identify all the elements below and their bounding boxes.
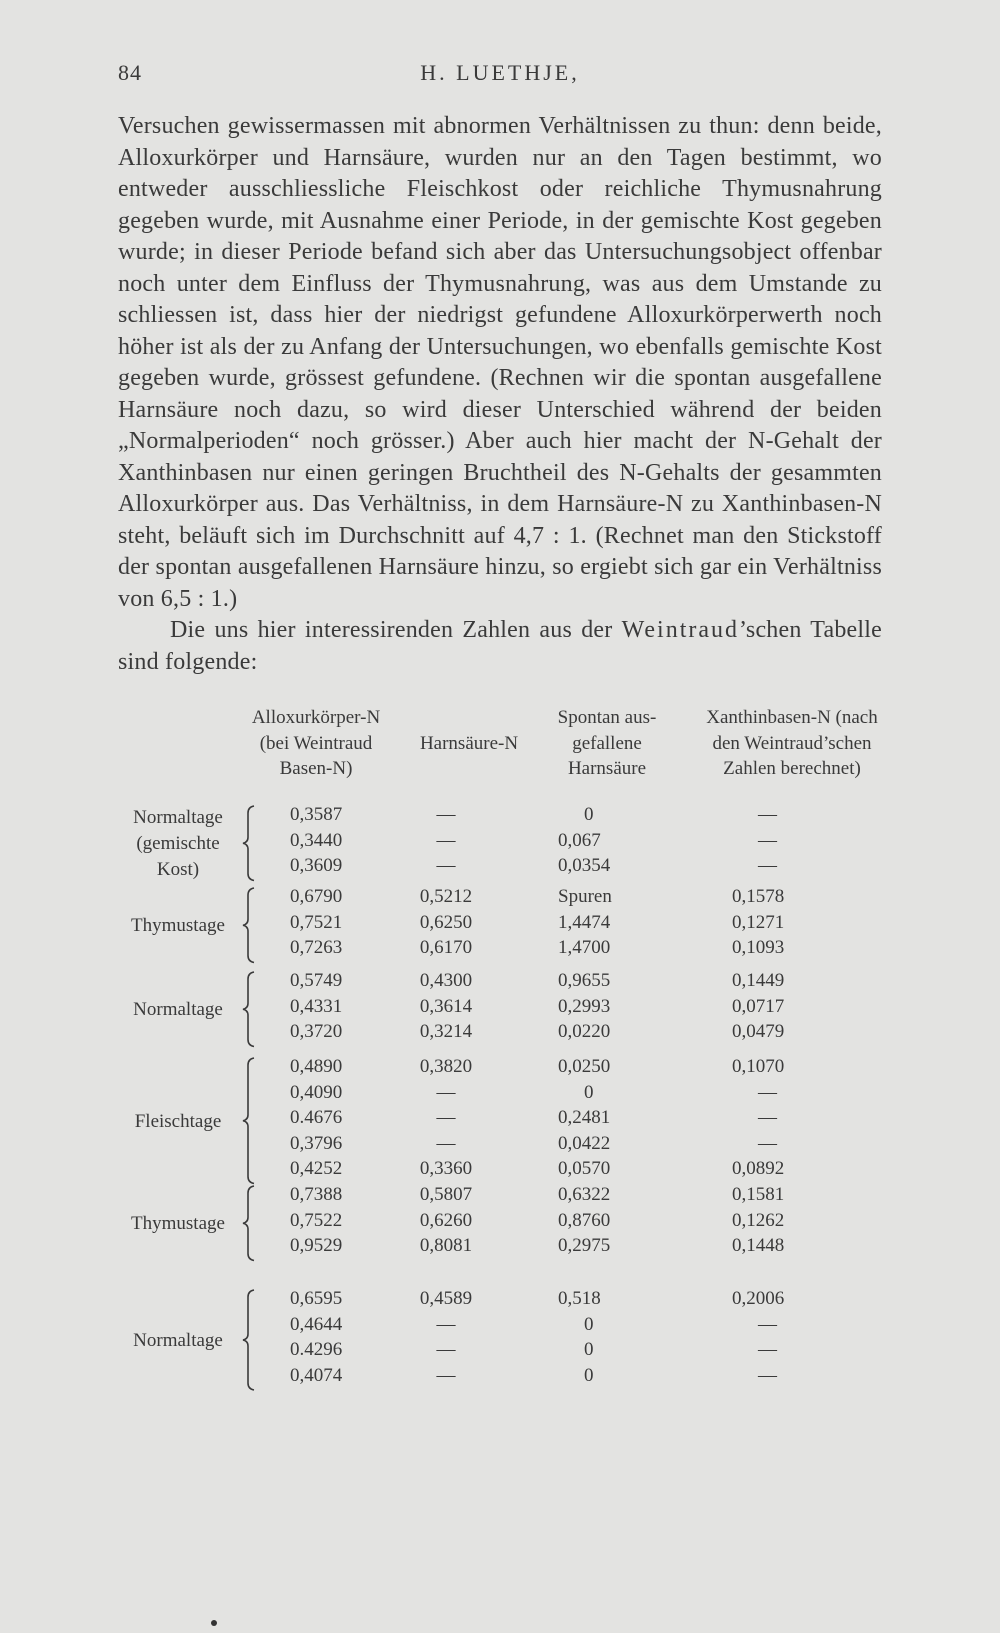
page-header bbox=[118, 60, 882, 92]
cell-alloxurkoerper: 0,7263 bbox=[290, 937, 343, 958]
header-xanthinbasen bbox=[682, 705, 902, 782]
cell-harnsaeure: — bbox=[436, 1107, 456, 1128]
cell-alloxurkoerper: 0,3440 bbox=[290, 829, 343, 851]
cell-alloxurkoerper: 0,6595 bbox=[290, 1288, 343, 1309]
cell-spontan: 0,6322 bbox=[558, 1184, 611, 1205]
cell-xanthinbasen: — bbox=[758, 1107, 777, 1128]
cell-harnsaeure: — bbox=[436, 855, 456, 876]
group-brace bbox=[242, 1057, 258, 1185]
cell-harnsaeure: 0,6260 bbox=[419, 1209, 473, 1231]
cell-harnsaeure: 0,6170 bbox=[419, 937, 473, 958]
header-alloxurkoerper bbox=[236, 705, 396, 782]
cell-spontan: 0 bbox=[584, 804, 594, 825]
cell-alloxurkoerper: 0,7388 bbox=[290, 1184, 343, 1205]
group-label-line: Fleischtage bbox=[134, 1110, 222, 1132]
cell-alloxurkoerper: 0,3587 bbox=[290, 804, 343, 825]
cell-spontan: 0 bbox=[584, 1313, 594, 1335]
group-label-line: Normaltage bbox=[133, 1330, 223, 1351]
cell-harnsaeure: 0,3820 bbox=[419, 1056, 473, 1077]
group-label-line: Thymustage bbox=[131, 915, 225, 937]
header-line: Zahlen berechnet) bbox=[723, 758, 861, 779]
cell-alloxurkoerper: 0,3796 bbox=[290, 1132, 343, 1154]
cell-xanthinbasen: 0,1449 bbox=[732, 970, 785, 991]
cell-xanthinbasen: — bbox=[758, 1339, 777, 1360]
page-number: 84 bbox=[118, 60, 142, 85]
cell-alloxurkoerper: 0,4074 bbox=[290, 1364, 343, 1386]
cell-alloxurkoerper: 0,4090 bbox=[290, 1081, 343, 1103]
cell-alloxurkoerper: 0,7522 bbox=[290, 1209, 343, 1231]
group-label-line: Normaltage bbox=[133, 807, 223, 829]
cell-harnsaeure: — bbox=[436, 1132, 456, 1154]
cell-harnsaeure: 0,4589 bbox=[419, 1288, 473, 1309]
cell-alloxurkoerper: 0,3609 bbox=[290, 855, 343, 876]
cell-xanthinbasen: 0,1093 bbox=[732, 937, 785, 958]
cell-spontan: 0 bbox=[584, 1364, 594, 1386]
cell-spontan: 0,2993 bbox=[558, 995, 611, 1017]
intro-after: ’schen Tabelle sind folgende: bbox=[118, 617, 882, 675]
cell-xanthinbasen: 0,2006 bbox=[732, 1288, 785, 1309]
paragraph-table-intro bbox=[118, 615, 882, 678]
print-speck-decoration bbox=[211, 1620, 217, 1626]
cell-harnsaeure: 0,4300 bbox=[419, 970, 473, 991]
group-label-line: (gemischte bbox=[136, 833, 220, 855]
cell-alloxurkoerper: 0,5749 bbox=[290, 970, 343, 991]
cell-xanthinbasen: — bbox=[758, 855, 777, 876]
group-brace bbox=[242, 1185, 258, 1262]
cell-harnsaeure: 0,3614 bbox=[419, 995, 473, 1017]
cell-alloxurkoerper: 0,6790 bbox=[290, 886, 343, 907]
group-brace bbox=[242, 1289, 258, 1391]
intro-author-name: Weintraud bbox=[621, 617, 740, 643]
cell-spontan: 0,2481 bbox=[558, 1107, 611, 1128]
group-brace bbox=[242, 971, 258, 1048]
cell-spontan: 0,8760 bbox=[558, 1209, 611, 1231]
cell-xanthinbasen: — bbox=[758, 1081, 777, 1103]
cell-alloxurkoerper: 0,3720 bbox=[290, 1021, 343, 1042]
group-label-line: Normaltage bbox=[133, 999, 223, 1021]
header-line: Harnsäure bbox=[567, 758, 647, 779]
cell-harnsaeure: 0,8081 bbox=[419, 1235, 473, 1256]
cell-xanthinbasen: 0,1581 bbox=[732, 1184, 785, 1205]
group-brace bbox=[242, 887, 258, 964]
cell-harnsaeure: — bbox=[436, 1364, 456, 1386]
cell-spontan: 0,0422 bbox=[558, 1132, 611, 1154]
header-line: (bei Weintraud bbox=[259, 732, 373, 754]
cell-alloxurkoerper: 0,7521 bbox=[290, 911, 343, 933]
group-label-line: Kost) bbox=[156, 859, 200, 881]
cell-spontan: 0,0220 bbox=[558, 1021, 611, 1042]
cell-spontan: 0,518 bbox=[558, 1288, 601, 1309]
header-spontan bbox=[522, 705, 692, 782]
group-label bbox=[118, 997, 238, 1023]
cell-alloxurkoerper: 0.4676 bbox=[290, 1107, 343, 1128]
cell-xanthinbasen: — bbox=[758, 1132, 777, 1154]
group-label bbox=[118, 1211, 238, 1237]
cell-harnsaeure: — bbox=[436, 804, 456, 825]
cell-spontan: 0,9655 bbox=[558, 970, 611, 991]
intro-before: Die uns hier interessirenden Zahlen aus der bbox=[170, 617, 622, 643]
cell-xanthinbasen: 0,1070 bbox=[732, 1056, 785, 1077]
group-brace bbox=[242, 805, 258, 882]
cell-harnsaeure: — bbox=[436, 1313, 456, 1335]
cell-xanthinbasen: — bbox=[758, 1313, 777, 1335]
cell-xanthinbasen: — bbox=[758, 804, 777, 825]
cell-xanthinbasen: — bbox=[758, 1364, 777, 1386]
cell-xanthinbasen: 0,0479 bbox=[732, 1021, 785, 1042]
cell-harnsaeure: — bbox=[436, 1339, 456, 1360]
group-label bbox=[118, 1328, 238, 1354]
cell-alloxurkoerper: 0,4252 bbox=[290, 1158, 343, 1179]
cell-xanthinbasen: 0,1448 bbox=[732, 1235, 785, 1256]
cell-spontan: 0,067 bbox=[558, 829, 601, 851]
cell-spontan: 0 bbox=[584, 1081, 594, 1103]
group-label bbox=[118, 805, 238, 883]
cell-spontan: 0,0570 bbox=[558, 1158, 611, 1179]
cell-xanthinbasen: 0,0717 bbox=[732, 995, 785, 1017]
cell-spontan: 0,0250 bbox=[558, 1056, 611, 1077]
header-line: gefallene bbox=[572, 732, 642, 754]
cell-alloxurkoerper: 0,4331 bbox=[290, 995, 343, 1017]
cell-xanthinbasen: — bbox=[758, 829, 777, 851]
cell-spontan: 0,2975 bbox=[558, 1235, 611, 1256]
cell-harnsaeure: — bbox=[436, 829, 456, 851]
header-line: den Weintraud’schen bbox=[712, 732, 872, 754]
cell-xanthinbasen: 0,1262 bbox=[732, 1209, 785, 1231]
cell-xanthinbasen: 0,1578 bbox=[732, 886, 785, 907]
paragraph-continuation: Versuchen gewissermassen mit abnormen Verhältnissen zu thun: denn beide, Alloxurkörper und Harnsäure, wurden nur an den Tagen bestimmt, wo entweder ausschliessliche Fleischkost oder reichliche Thymusnahrung gegeben wurde, mit Ausnahme einer Periode, in der gemischte Kost gegeben wurde; in dieser Periode befand sich aber das Untersuchungsobject offenbar noch unter dem Einfluss der Thymusnahrung, was aus dem Umstande zu schliessen ist, dass hier der niedrigst gefundene Alloxurkörperwerth noch höher ist als der zu Anfang der Untersuchungen, wo ebenfalls gemischte Kost gegeben wurde, grössest gefundene. (Rechnen wir die spontan ausgefallene Harnsäure noch dazu, so wird dieser Unterschied während der beiden „Normalperioden“ noch grösser.) Aber auch hier macht der N-Gehalt der Xanthinbasen nur einen geringen Bruchtheil des N-Gehalts der gesammten Alloxurkörper aus. Das Verhältniss, in dem Harnsäure-N zu Xanthinbasen-N steht, beläuft sich im Durchschnitt auf 4,7 : 1. (Rechnet man den Stickstoff der spontan ausgefallenen Harnsäure hinzu, so ergiebt sich gar ein Verhältniss von 6,5 : 1.) bbox=[118, 113, 882, 612]
cell-harnsaeure: 0,5212 bbox=[419, 886, 473, 907]
cell-spontan: Spuren bbox=[558, 886, 612, 907]
header-line: Basen-N) bbox=[279, 758, 353, 779]
group-label-line: Thymustage bbox=[131, 1213, 225, 1235]
cell-spontan: 1,4700 bbox=[558, 937, 611, 958]
cell-harnsaeure: 0,5807 bbox=[419, 1184, 473, 1205]
running-head: H. LUETHJE, bbox=[420, 60, 580, 85]
cell-alloxurkoerper: 0,4644 bbox=[290, 1313, 343, 1335]
header-line: Alloxurkörper-N bbox=[251, 707, 381, 728]
cell-xanthinbasen: 0,1271 bbox=[732, 911, 785, 933]
body-text bbox=[118, 111, 882, 678]
cell-spontan: 0 bbox=[584, 1339, 594, 1360]
header-line: Xanthinbasen-N (nach bbox=[706, 707, 878, 728]
cell-harnsaeure: — bbox=[436, 1081, 456, 1103]
cell-alloxurkoerper: 0,9529 bbox=[290, 1235, 343, 1256]
cell-harnsaeure: 0,6250 bbox=[419, 911, 473, 933]
cell-xanthinbasen: 0,0892 bbox=[732, 1158, 785, 1179]
cell-alloxurkoerper: 0,4890 bbox=[290, 1056, 343, 1077]
cell-harnsaeure: 0,3214 bbox=[419, 1021, 473, 1042]
cell-alloxurkoerper: 0.4296 bbox=[290, 1339, 343, 1360]
header-line: Harnsäure-N bbox=[419, 733, 519, 754]
group-label bbox=[118, 913, 238, 939]
group-label bbox=[118, 1109, 238, 1135]
header-line: Spontan aus- bbox=[557, 707, 657, 728]
cell-spontan: 0,0354 bbox=[558, 855, 611, 876]
cell-harnsaeure: 0,3360 bbox=[419, 1158, 473, 1179]
cell-spontan: 1,4474 bbox=[558, 911, 611, 933]
